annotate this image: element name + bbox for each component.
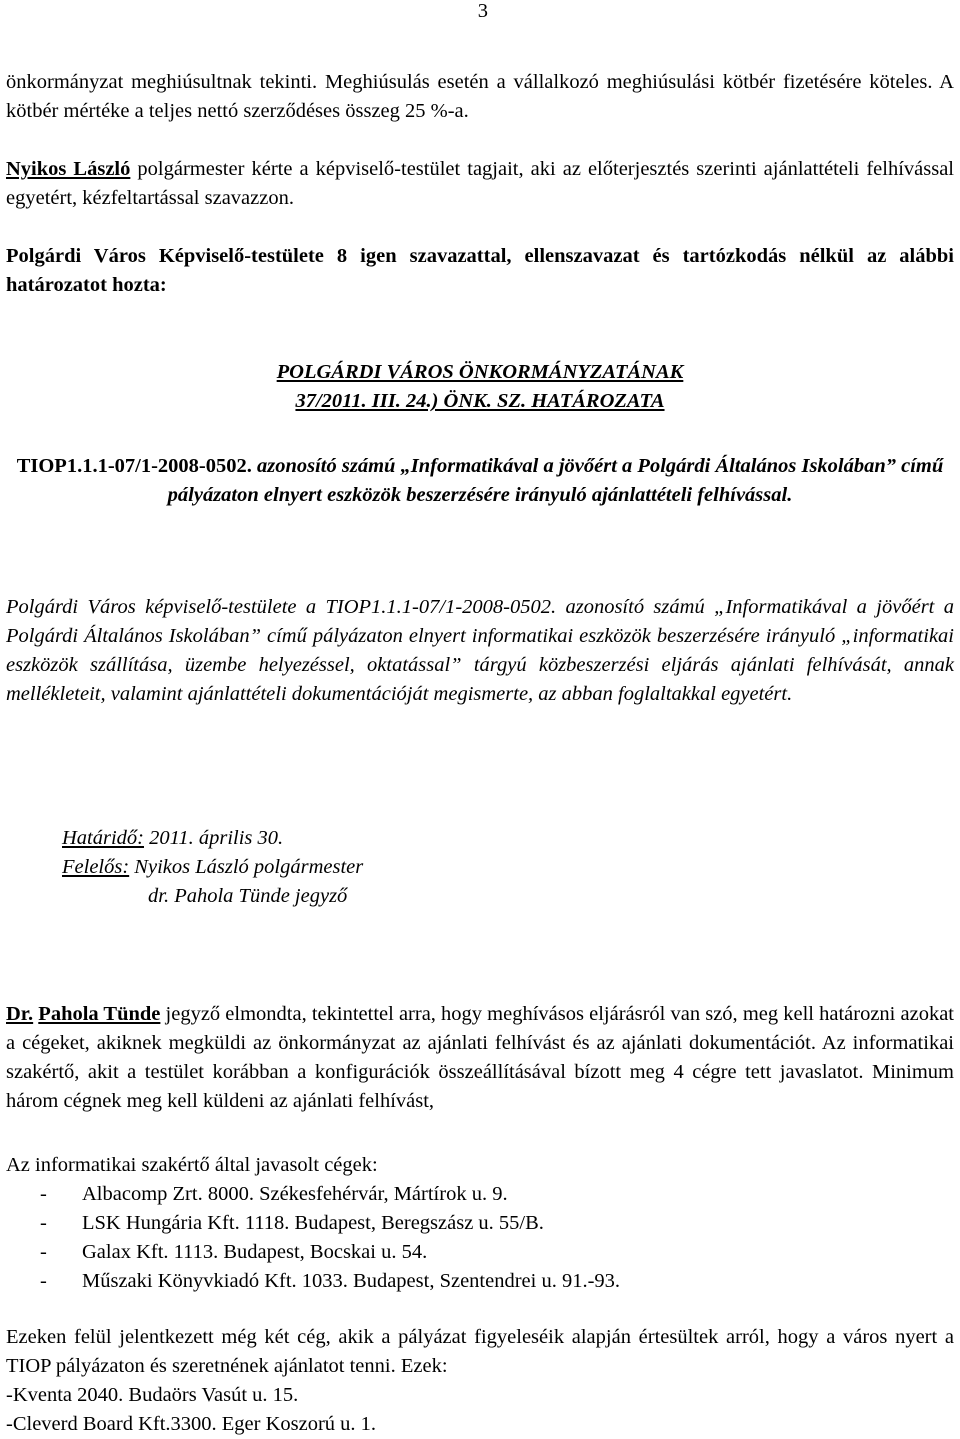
resolution-subject [6,452,954,510]
responsible-label: Felelős: [62,856,130,878]
paragraph-notary-statement [6,1000,954,1116]
list-dash: - [40,1270,47,1292]
companies-intro: Az informatikai szakértő által javasolt cégek: [6,1154,378,1176]
resolution-deadline-block [62,824,662,911]
extra-company-list [6,1381,954,1439]
list-item: -Cleverd Board Kft.3300. Eger Koszorú u. 1. [6,1413,377,1435]
list-item: - Műszaki Könyvkiadó Kft. 1033. Budapest, Szentendrei u. 91.-93. [6,1267,954,1296]
company-list [6,1180,954,1296]
resolution-title [6,358,954,416]
resolution-title-line2: 37/2011. III. 24.) ÖNK. SZ. HATÁROZATA [295,390,665,412]
mayor-name: Nyikos László [6,158,131,180]
responsible-value-2: dr. Pahola Tünde jegyző [148,885,348,907]
notary-name-prefix: Dr. [6,1003,34,1025]
resolution-body: Polgárdi Város képviselő-testülete a TIOP1.1.1-07/1-2008-0502. azonosító számú „Informatikával a jövőért a Polgárdi Általános Iskolában” című pályázaton elnyert informatikai eszközök beszerzésére irányuló „informatikai eszközök szállítása, üzembe helyezéssel, oktatással” tárgyú közbeszerzési eljárás ajánlati felhívását, annak mellékleteit, valamint ajánlattételi dokumentációját megismerte, az abban foglaltakkal egyetért. [6,596,954,705]
page-number: 3 [477,0,488,22]
paragraph-penalty: önkormányzat meghiúsultnak tekinti. Meghiúsulás esetén a vállalkozó meghiúsulási kötbér fizetésére köteles. A kötbér mértéke a teljes nettó szerződéses összeg 25 %-a. [6,71,954,122]
list-item: -Kventa 2040. Budaörs Vasút u. 15. [6,1384,299,1406]
paragraph-extra-companies: Ezeken felül jelentkezett még két cég, akik a pályázat figyeleséik alapján értesültek arról, hogy a város nyert a TIOP pályázaton és szeretnének ajánlatot tenni. Ezek: [6,1326,954,1377]
resolution-subject-text: azonosító számú „Informatikával a jövőért a Polgárdi Általános Iskolában” című pályázaton elnyert eszközök beszerzésére irányuló ajánlattételi felhívással. [167,455,944,506]
mayor-request-text: polgármester kérte a képviselő-testület tagjait, aki az előterjesztés szerinti ajánlattételi felhívással egyetért, kézfeltartással szavazzon. [6,158,954,209]
paragraph-mayor-vote-request [6,155,954,213]
responsible-line [62,853,662,882]
resolution-subject-code: TIOP1.1.1-07/1-2008-0502. [16,455,252,477]
list-dash: - [40,1183,47,1205]
list-item: - Albacomp Zrt. 8000. Székesfehérvár, Mártírok u. 9. [6,1180,954,1209]
notary-name: Pahola Tünde [38,1003,161,1025]
notary-statement-text: jegyző elmondta, tekintettel arra, hogy meghívásos eljárásról van szó, meg kell határozni azokat a cégeket, akiknek megküldi az önkormányzat az ajánlati felhívást és az ajánlati dokumentációt. Az informatikai szakértő, akit a testület korábban a konfigurációk összeállításával bízott meg 4 cégre tett javaslatot. Minimum három cégnek meg kell küldeni az ajánlati felhívást, [6,1003,954,1112]
list-dash: - [40,1212,47,1234]
responsible-value-1: Nyikos László polgármester [129,856,364,878]
paragraph-vote-result: Polgárdi Város Képviselő-testülete 8 igen szavazattal, ellenszavazat és tartózkodás nélkül az alábbi határozatot hozta: [6,245,954,296]
resolution-title-line1: POLGÁRDI VÁROS ÖNKORMÁNYZATÁNAK [276,361,684,383]
list-dash: - [40,1241,47,1263]
deadline-line [62,824,662,853]
list-item: - Galax Kft. 1113. Budapest, Bocskai u. 54. [6,1238,954,1267]
list-item: - LSK Hungária Kft. 1118. Budapest, Beregszász u. 55/B. [6,1209,954,1238]
deadline-label: Határidő: [62,827,144,849]
deadline-value: 2011. április 30. [144,827,284,849]
